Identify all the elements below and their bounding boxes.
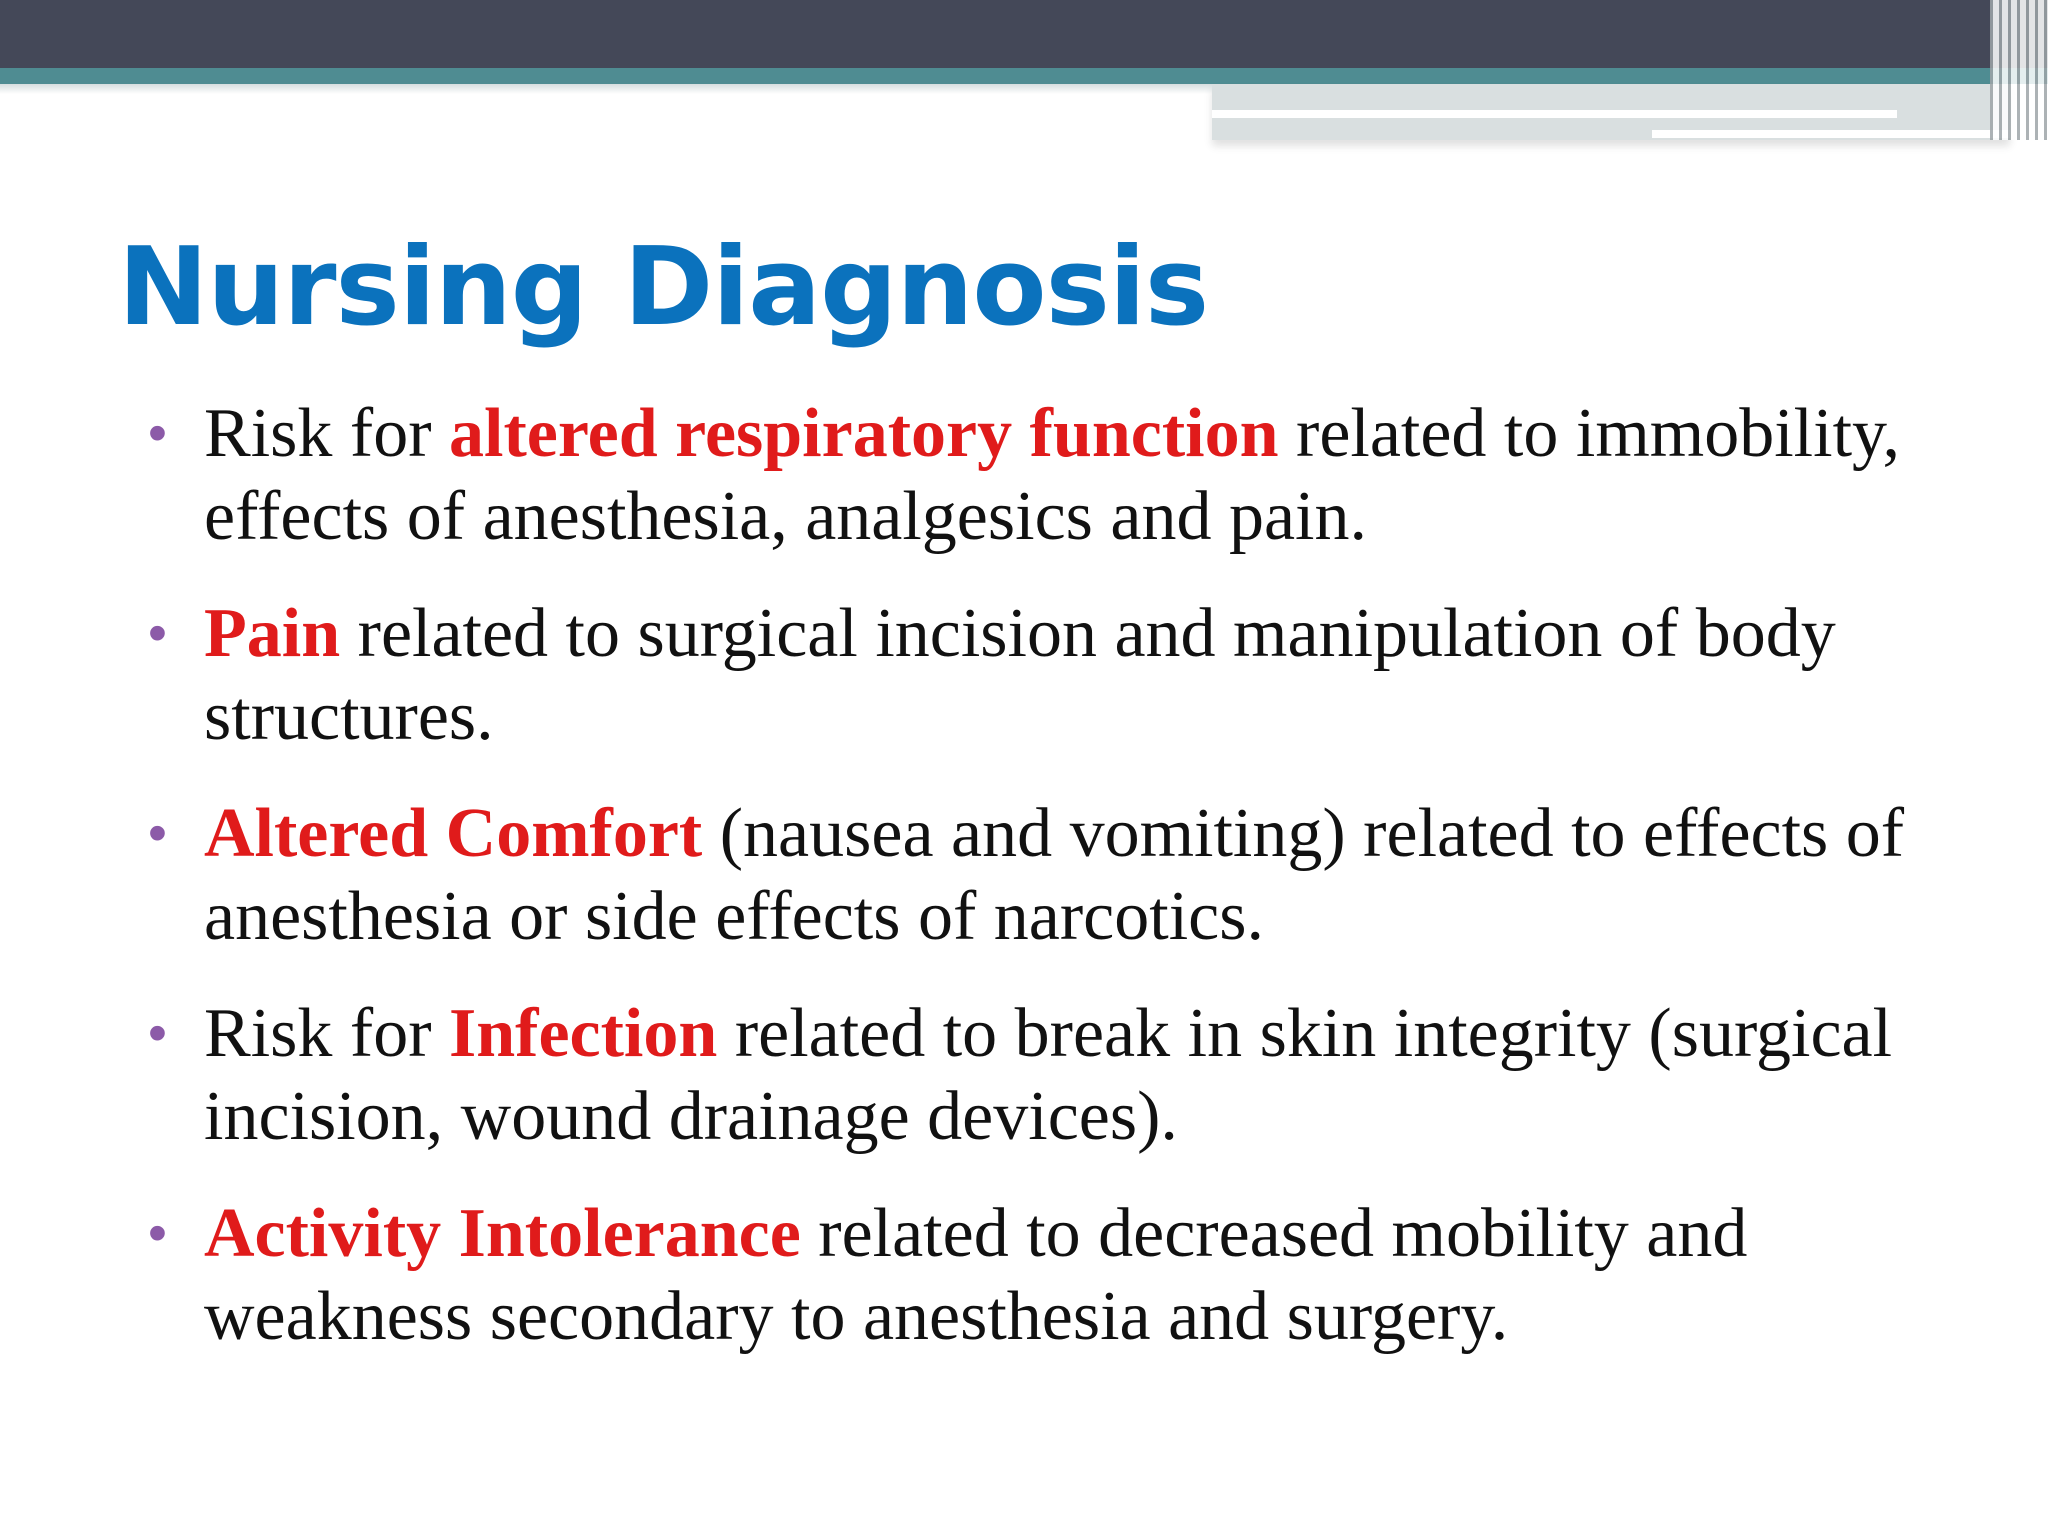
bullet-list [0, 392, 2048, 1392]
bullet-item [0, 792, 2048, 958]
header-right-line [1212, 110, 1897, 118]
bullet-item [0, 592, 2048, 758]
header-dark-bar [0, 0, 2048, 68]
bullet-dot-icon: • [148, 403, 167, 463]
bullet-highlight: Altered Comfort [204, 795, 703, 872]
bullet-highlight: Activity Intolerance [204, 1195, 801, 1272]
header-stripes [1990, 0, 2048, 140]
header-shadow [0, 84, 1212, 94]
header-right-line [1652, 130, 2010, 138]
bullet-highlight: Pain [204, 595, 341, 672]
bullet-item [0, 992, 2048, 1158]
bullet-dot-icon: • [148, 1003, 167, 1063]
bullet-suffix: related to decreased mobility and weakness secondary to anesthesia and surgery. [204, 1195, 1748, 1355]
bullet-item [0, 392, 2048, 558]
slide-title: Nursing Diagnosis [118, 225, 1209, 350]
bullet-prefix: Risk for [204, 395, 449, 472]
bullet-highlight: Infection [449, 995, 718, 1072]
bullet-item [0, 1192, 2048, 1358]
header-teal-bar [0, 68, 2048, 84]
bullet-prefix: Risk for [204, 995, 449, 1072]
bullet-suffix: related to immobility, effects of anesthesia, analgesics and pain. [204, 395, 1900, 555]
bullet-dot-icon: • [148, 1203, 167, 1263]
bullet-suffix: related to break in skin integrity (surgical incision, wound drainage devices). [204, 995, 1893, 1155]
bullet-highlight: altered respiratory function [449, 395, 1279, 472]
bullet-suffix: (nausea and vomiting) related to effects of anesthesia or side effects of narcotics. [204, 795, 1905, 955]
bullet-suffix: related to surgical incision and manipulation of body structures. [204, 595, 1836, 755]
bullet-dot-icon: • [148, 803, 167, 863]
bullet-dot-icon: • [148, 603, 167, 663]
